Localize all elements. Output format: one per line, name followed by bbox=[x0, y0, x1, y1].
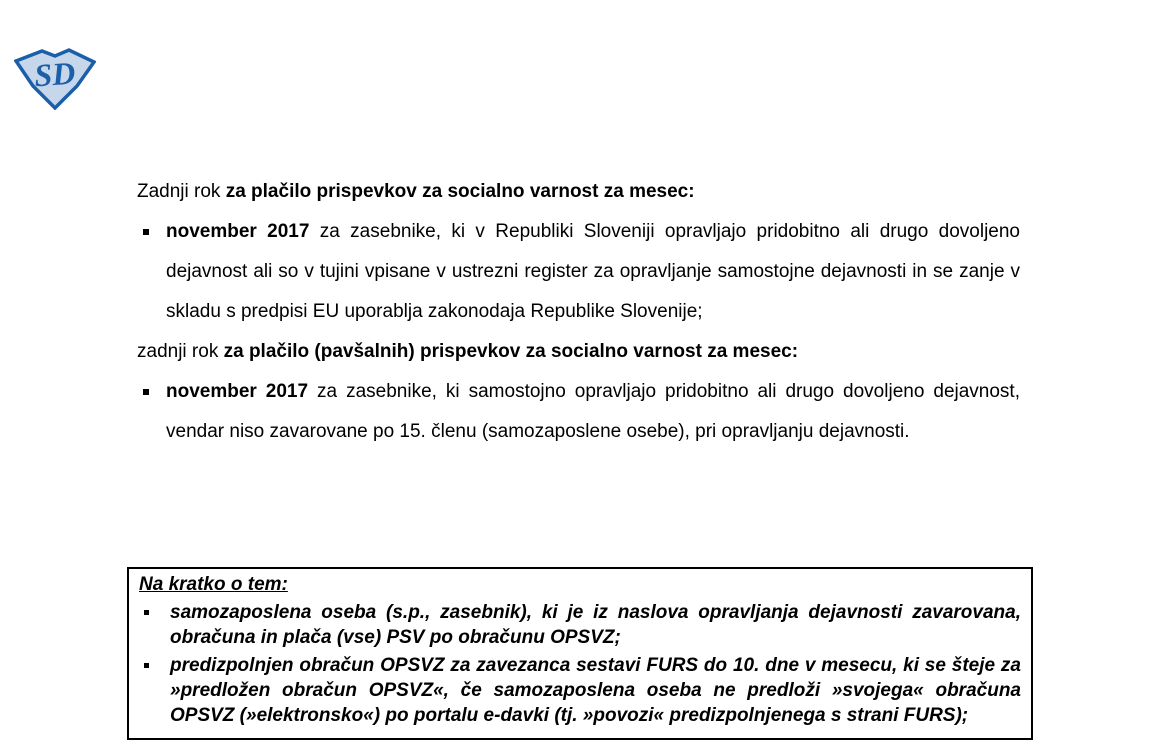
square-bullet-icon bbox=[143, 389, 149, 395]
summary-box bbox=[127, 567, 1033, 740]
list-item bbox=[139, 600, 1021, 650]
bullet2-text: za zasebnike, ki samostojno opravljajo pridobitno ali drugo dovoljeno dejavnost, vendar niso zavarovane po 15. členu (samozaposlene osebe), pri opravljanju dejavnosti. bbox=[166, 381, 1020, 442]
square-bullet-icon bbox=[144, 610, 149, 615]
logo-letters: SD bbox=[33, 54, 77, 94]
summary-item-text: samozaposlena oseba (s.p., zasebnik), ki je iz naslova opravljanja dejavnosti zavarovana, obračuna in plača (vse) PSV po obračunu OPSVZ; bbox=[170, 602, 1021, 648]
list-item bbox=[137, 372, 1020, 452]
sd-shield-logo-icon bbox=[14, 48, 96, 110]
square-bullet-icon bbox=[143, 229, 149, 235]
document-body bbox=[137, 172, 1020, 452]
heading1-regular: Zadnji rok bbox=[137, 181, 226, 202]
deadline-heading-2 bbox=[137, 332, 1020, 372]
summary-item-text: predizpolnjen obračun OPSVZ za zavezanca sestavi FURS do 10. dne v mesecu, ki se šteje za »predložen obračun OPSVZ«, če samozaposlena oseba ne predloži »svojega« obračuna OPSVZ (»elektronsko«) po portalu e-davki (tj. »povozi« predizpolnjenega s strani FURS); bbox=[170, 655, 1021, 726]
heading2-bold: za plačilo (pavšalnih) prispevkov za socialno varnost za mesec: bbox=[223, 341, 799, 362]
list-item bbox=[139, 653, 1021, 728]
heading1-bold: za plačilo prispevkov za socialno varnost za mesec: bbox=[225, 181, 695, 202]
heading2-regular: zadnji rok bbox=[137, 341, 224, 362]
bullet1-text: za zasebnike, ki v Republiki Sloveniji opravljajo pridobitno ali drugo dovoljeno dejavnost ali so v tujini vpisane v ustrezni register za opravljanje samostojne dejavnosti in se zanje v skladu s predpisi EU uporablja zakonodaja Republike Slovenije; bbox=[166, 221, 1020, 322]
bullet2-bold: november 2017 bbox=[166, 381, 309, 402]
square-bullet-icon bbox=[144, 663, 149, 668]
summary-box-title: Na kratko o tem: bbox=[139, 574, 288, 595]
list-item bbox=[137, 212, 1020, 332]
deadline-heading-1 bbox=[137, 172, 1020, 212]
bullet1-bold: november 2017 bbox=[166, 221, 310, 242]
